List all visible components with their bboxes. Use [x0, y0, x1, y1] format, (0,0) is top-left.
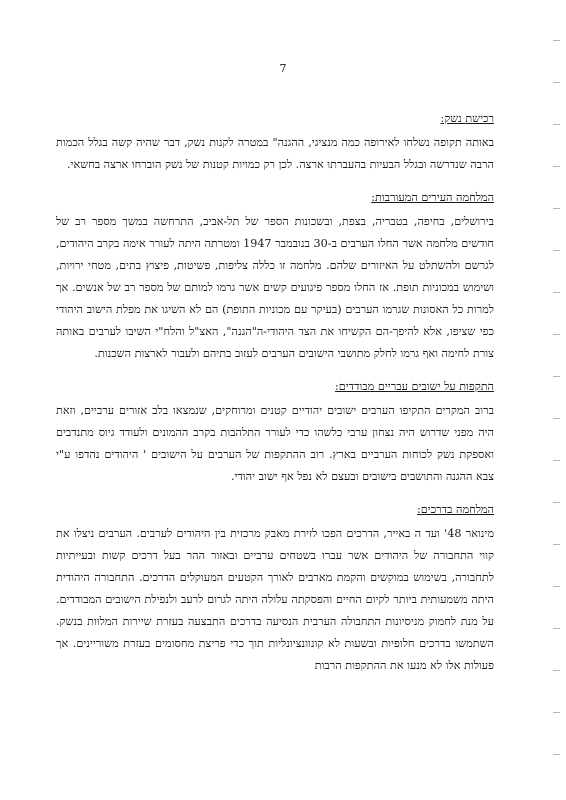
- section-roads-war: [56, 499, 494, 677]
- section-weapons-acquisition: [56, 108, 494, 176]
- margin-tick: [553, 754, 560, 755]
- margin-tick: [553, 40, 560, 41]
- margin-tick: [553, 334, 560, 335]
- margin-tick: [553, 292, 560, 293]
- margin-tick: [553, 712, 560, 713]
- margin-tick: [553, 670, 560, 671]
- section-paragraph: ברוב המקרים התקיפו הערבים ישובים יהודיים קטנים ומרוחקים, שנמצאו בלב אזורים ערביים, וזאת היה מפני שדרוש היה נצחון ערבי כלשהו כדי לעורר התלהבות בקרב ההמונים ולעודד גיוס מתנדבים ואספקת נשק לכוחות הערביים בארץ. רוב ההתקפות של הערבים על הישובים ' היהודים נהדפו ע"י צבא ההגנה והתושבים בישובים ובעצם לא נפל אף ישוב יהודי.: [56, 404, 494, 483]
- margin-tick: [553, 82, 560, 83]
- margin-tick: [553, 460, 560, 461]
- margin-tick: [553, 208, 560, 209]
- section-paragraph: בירושלים, בחיפה, בטבריה, בצפת, ובשכונות הספר של תל-אביב, התרחשה במשך מספר רב של חודשים מלחמה אשר החלו הערבים ב-30 בנובמבר 1947 ומטרתה היתה לעורר אימה בקרב היהודים, לגרשם ולהשתלט על האיזורים שלהם. מלחמה זו כללה צליפות, פשיטות, פיצוץ בתים, מטחי ירויות, ושימוש במכוניות תופת. אז החלו מספר פיגועים קשים אשר גרמו למותם של מספר רב של אנשים. אך למרות כל האסונות שגרמו הערבים (בעיקר עם מכוניות התופת) הם לא השיגו את מפלת הישוב היהודי כפי שציפו, אלא להיפך-הם הקשיחו את הצד היהודי-ה"הגנה", האצ"ל והלח"י השיבו לערבים באותה צורת לחימה ואף גרמו לחלק מתושבי הישובים הערבים לעזוב בתיהם ולעבור לארצות השכנות.: [56, 215, 495, 360]
- section-isolated-settlements: [56, 376, 494, 488]
- section-mixed-cities-war: [56, 187, 494, 365]
- section-heading: רכישת נשק:: [440, 112, 494, 125]
- section-heading: התקפות על ישובים עבריים מבודדים:: [334, 380, 494, 393]
- section-paragraph: מינואר 48' ועד ה באייר, הדרכים הפכו לזירת מאבק מרכזית בין היהודים לערבים. הערבים ניצלו את קווי התחבורה של היהודים אשר עברו בשטחים ערביים ובאזור ההר בעל דרכים קשות ובעייתיות לתחבורה, בשימוש במוקשים והקמת מארבים לאורך הקטעים המעוקלים הדרכים. התחבורה היהודית היתה משמעותית ביותר לקיום החיים והפסקתה עלולה היתה לגרום לרעב ולנפילת הישובים המבודדים. על מנת לחמוק מניסיונות התחבולה הערבית הנסיעה בדרכים התבצעה בעזרת שיירות המלוות בנשק. השתמשו בדרכים חלופיות ובשעות לא קונוונציונליות תוך כדי פריצת מחסומים בעזרת משוריינים. אך פעולות אלו לא מנעו את ההתקפות הרבות: [56, 527, 494, 672]
- document-body: [56, 108, 494, 688]
- margin-tick: [553, 124, 560, 125]
- margin-tick: [553, 586, 560, 587]
- page-number: 7: [279, 62, 287, 75]
- margin-tick: [553, 376, 560, 377]
- margin-tick: [553, 502, 560, 503]
- margin-tick: [553, 418, 560, 419]
- section-heading: המלחמה בדרכים:: [417, 503, 494, 516]
- section-paragraph: באותה תקופה נשלחו לאירופה כמה מנציגי, ההגנה" במטרה לקנות נשק, דבר שהיה קשה בגלל הכמות הרבה שנדרשה ובגלל הבעיות בהעברתו ארצה. לכן רק כמויות קטנות של נשק הוברחו ארצה בחשאי.: [56, 136, 494, 171]
- margin-tick: [553, 628, 560, 629]
- margin-tick: [553, 544, 560, 545]
- margin-tick: [553, 250, 560, 251]
- section-heading: המלחמה העירים המעורבות:: [371, 191, 494, 204]
- margin-ruler: [548, 0, 566, 800]
- margin-tick: [553, 166, 560, 167]
